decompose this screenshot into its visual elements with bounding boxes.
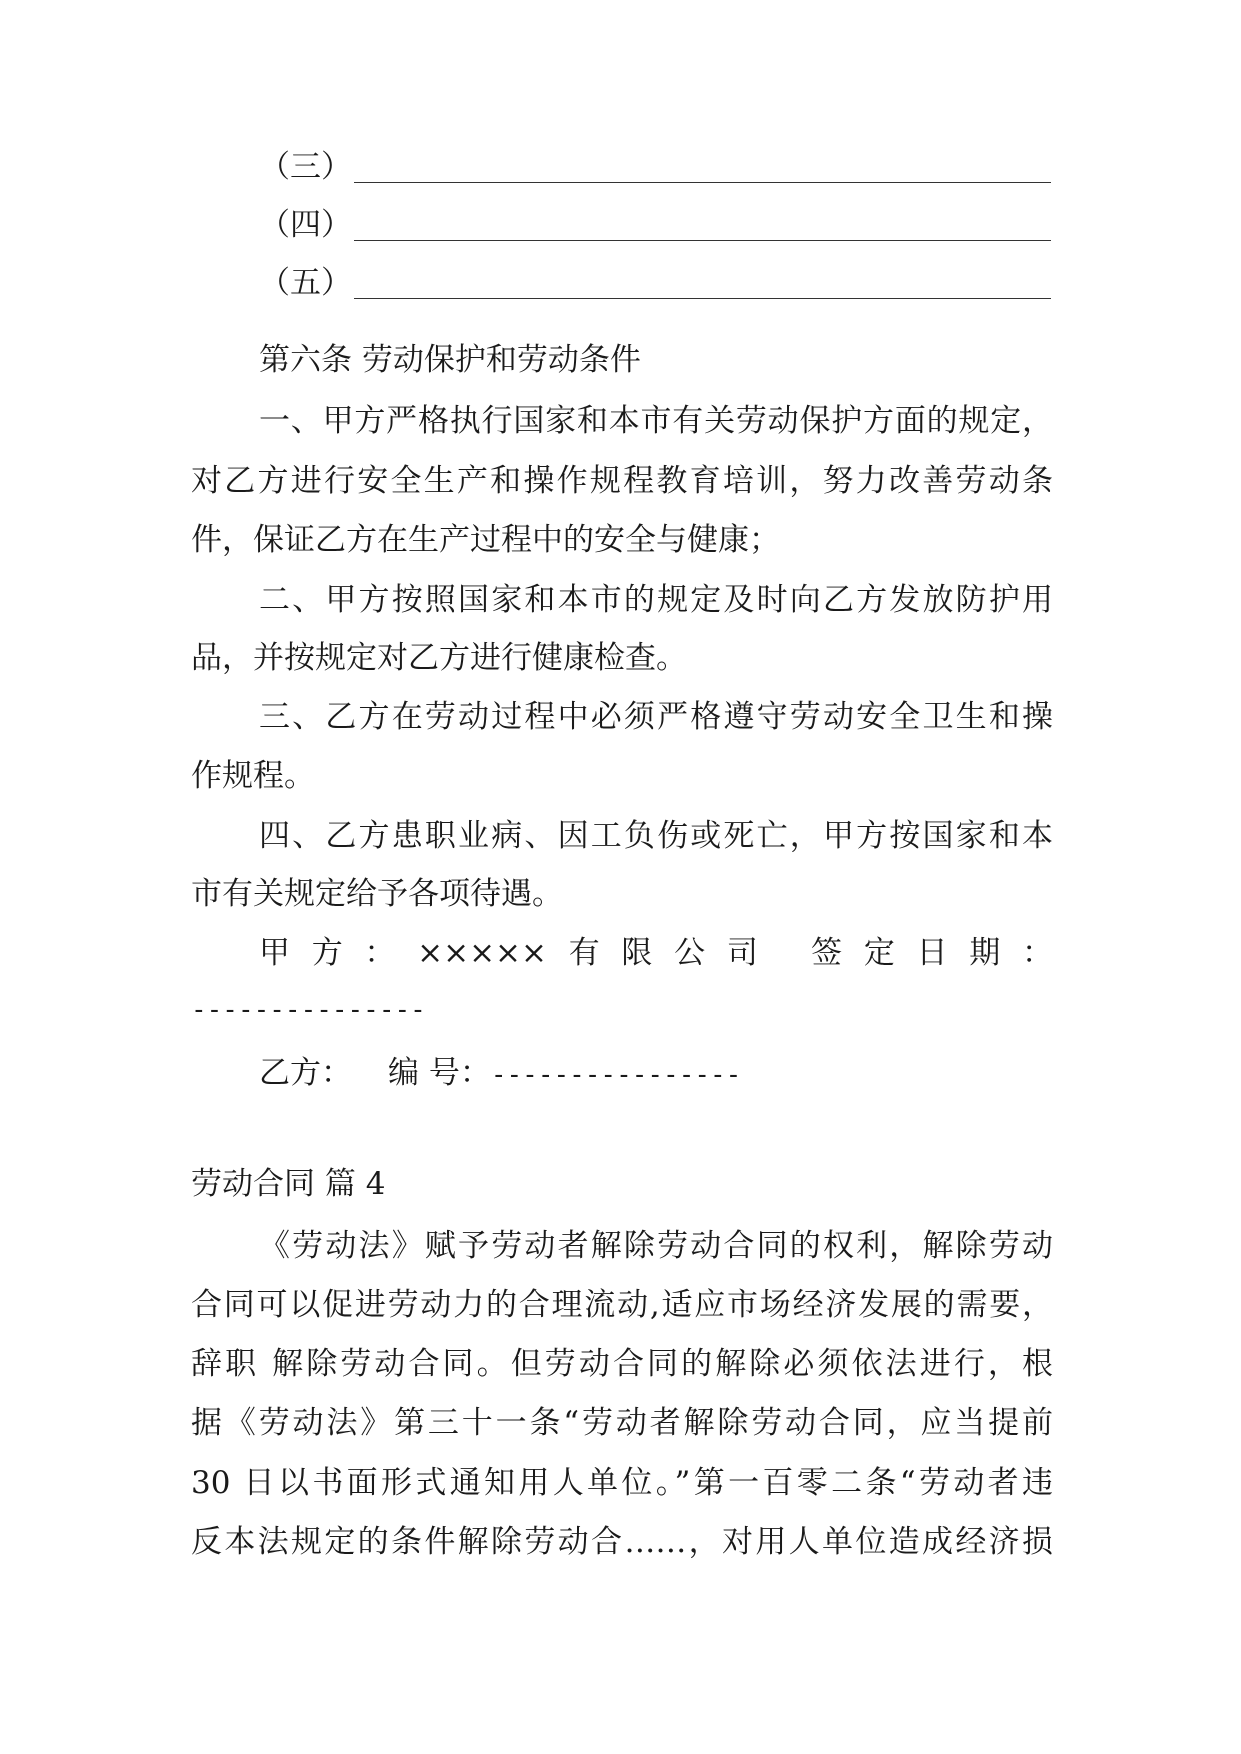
item-label: （五）	[259, 265, 352, 301]
section-heading: 劳动合同 篇 4	[191, 1166, 386, 1202]
paragraph-line: 辞职 解除劳动合同。但劳动合同的解除必须依法进行，根	[191, 1346, 1053, 1382]
blank-item-three	[259, 147, 1051, 187]
item-label: （三）	[259, 149, 352, 185]
party-b-label: 乙方：	[259, 1055, 352, 1091]
item-label: （四）	[259, 207, 352, 243]
blank-item-five	[259, 263, 1051, 303]
paragraph-line: 一、甲方严格执行国家和本市有关劳动保护方面的规定，	[259, 403, 1053, 439]
fill-in-line	[354, 182, 1051, 183]
paragraph-line: 市有关规定给予各项待遇。	[191, 876, 563, 912]
paragraph-line: 二、甲方按照国家和本市的规定及时向乙方发放防护用	[259, 582, 1053, 618]
number-label: 编 号：	[388, 1055, 491, 1091]
paragraph-line: 作规程。	[191, 758, 315, 794]
number-blank: ----------------	[490, 1060, 742, 1090]
blank-item-four	[259, 205, 1051, 245]
paragraph-line: 《劳动法》赋予劳动者解除劳动合同的权利，解除劳动	[259, 1228, 1053, 1264]
fill-in-line	[354, 240, 1051, 241]
paragraph-line: 对乙方进行安全生产和操作规程教育培训，努力改善劳动条	[191, 463, 1053, 499]
paragraph-line: 四、乙方患职业病、因工负伤或死亡，甲方按国家和本	[259, 818, 1053, 854]
paragraph-line: 三、乙方在劳动过程中必须严格遵守劳动安全卫生和操	[259, 699, 1053, 735]
article-title: 第六条 劳动保护和劳动条件	[259, 342, 641, 378]
paragraph-line: 品，并按规定对乙方进行健康检查。	[191, 640, 687, 676]
party-a-line: 甲方：×××××有限公司 签定日期：	[259, 935, 1053, 971]
fill-in-line	[354, 298, 1051, 299]
date-blank: ---------------	[191, 995, 426, 1025]
paragraph-line: 30 日以书面形式通知用人单位。”第一百零二条“劳动者违	[191, 1465, 1053, 1501]
paragraph-line: 据《劳动法》第三十一条“劳动者解除劳动合同，应当提前	[191, 1405, 1053, 1441]
paragraph-line: 反本法规定的条件解除劳动合……，对用人单位造成经济损	[191, 1524, 1053, 1560]
party-b-line	[0, 1053, 1241, 1095]
paragraph-line: 合同可以促进劳动力的合理流动,适应市场经济发展的需要，	[191, 1287, 1053, 1323]
paragraph-line: 件，保证乙方在生产过程中的安全与健康；	[191, 522, 780, 558]
